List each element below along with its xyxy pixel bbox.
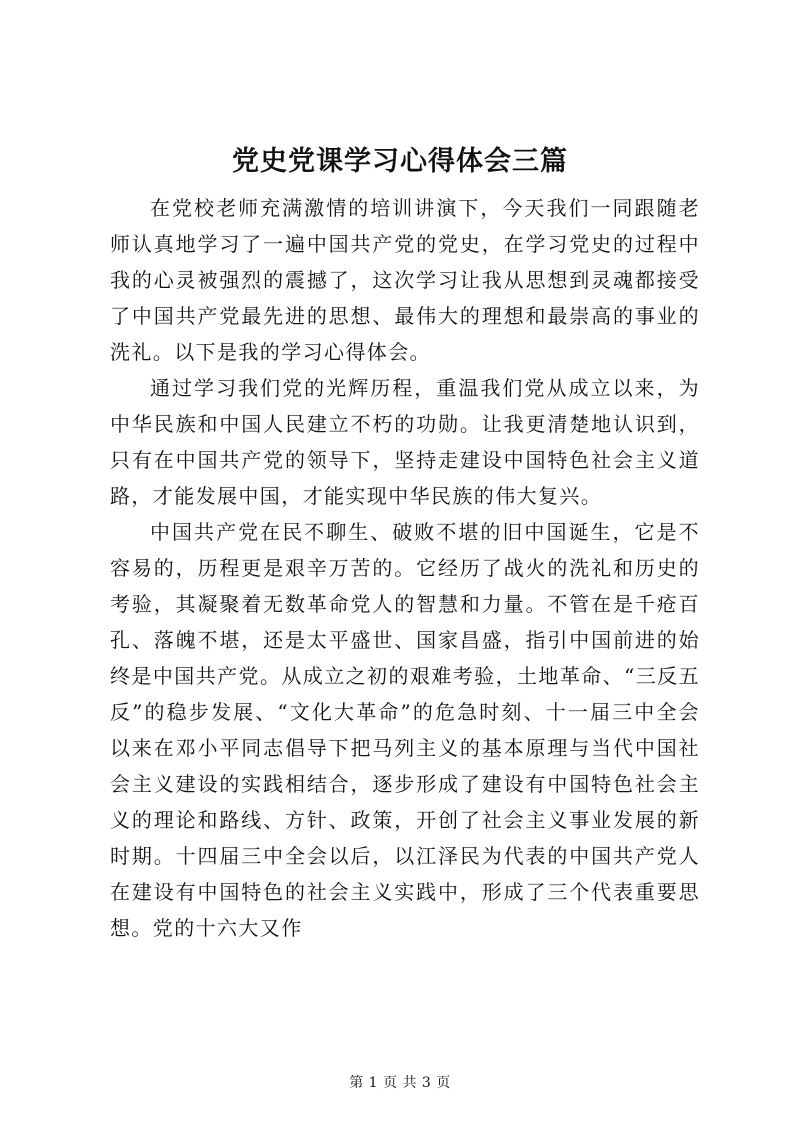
paragraph: 通过学习我们党的光辉历程，重温我们党从成立以来，为中华民族和中国人民建立不朽的功勋。让我更清楚地认识到，只有在中国共产党的领导下，坚持走建设中国特色社会主义道路，才能发展中国，才能实现中华民族的伟大复兴。	[110, 376, 700, 508]
document-body	[110, 190, 700, 946]
paragraph: 中国共产党在民不聊生、破败不堪的旧中国诞生，它是不容易的，历程更是艰辛万苦的。它经历了战火的洗礼和历史的考验，其凝聚着无数革命党人的智慧和力量。不管在是千疮百孔、落魄不堪，还是太平盛世、国家昌盛，指引中国前进的始终是中国共产党。从成立之初的艰难考验，土地革命、“三反五反”的稳步发展、“文化大革命”的危急时刻、十一届三中全会以来在邓小平同志倡导下把马列主义的基本原理与当代中国社会主义建设的实践相结合，逐步形成了建设有中国特色社会主义的理论和路线、方针、政策，开创了社会主义事业发展的新时期。十四届三中全会以后，以江泽民为代表的中国共产党人在建设有中国特色的社会主义实践中，形成了三个代表重要思想。党的十六大又作	[110, 520, 700, 940]
paragraph: 在党校老师充满激情的培训讲演下，今天我们一同跟随老师认真地学习了一遍中国共产党的党史，在学习党史的过程中我的心灵被强烈的震撼了，这次学习让我从思想到灵魂都接受了中国共产党最先进的思想、最伟大的理想和最崇高的事业的洗礼。以下是我的学习心得体会。	[110, 196, 700, 364]
page-number-footer: 第 1 页 共 3 页	[349, 1075, 451, 1091]
document-title: 党史党课学习心得体会三篇	[232, 146, 568, 177]
